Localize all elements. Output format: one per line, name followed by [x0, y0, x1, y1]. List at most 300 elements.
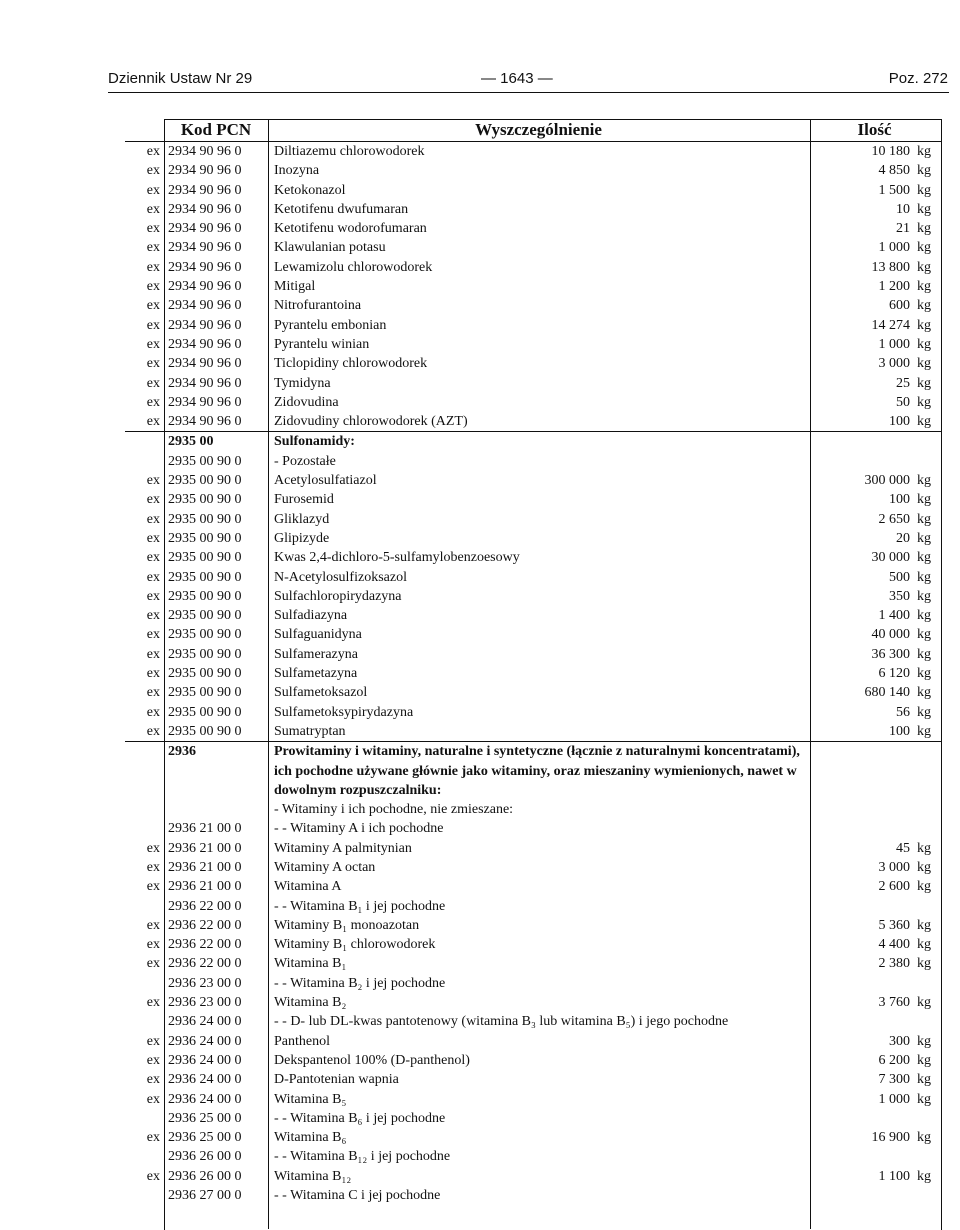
- pcn-code: 2935 00 90 0: [168, 627, 242, 643]
- quantity-cell: [811, 625, 942, 644]
- description: Witamina B₆: [274, 1130, 347, 1146]
- quantity-value: 100: [889, 414, 910, 430]
- quantity-unit: kg: [917, 221, 931, 237]
- quantity-unit: kg: [917, 627, 931, 643]
- quantity-cell: [811, 219, 942, 238]
- description: - - Witaminy A i ich pochodne: [274, 821, 444, 837]
- quantity-cell: [811, 471, 942, 490]
- table-row: [125, 587, 942, 606]
- description: Sumatryptan: [274, 723, 346, 739]
- quantity-cell: [811, 277, 942, 296]
- quantity-cell: [811, 142, 942, 161]
- table-row: [125, 452, 942, 471]
- description: - - Witamina B₁ i jej pochodne: [274, 898, 446, 914]
- quantity-value: 500: [889, 569, 910, 585]
- description: Witaminy A octan: [274, 859, 376, 875]
- quantity-unit: kg: [917, 1091, 931, 1107]
- pcn-code: 2934 90 96 0: [168, 336, 242, 352]
- description: Pyrantelu winian: [274, 336, 370, 352]
- description: Ticlopidiny chlorowodorek: [274, 356, 428, 372]
- table-row: [125, 703, 942, 722]
- description: Sulfametoksypirydazyna: [274, 704, 414, 720]
- quantity-unit: kg: [917, 840, 931, 856]
- quantity-cell: [811, 839, 942, 858]
- pcn-code: 2936: [168, 744, 196, 760]
- description: - - D- lub DL-kwas pantotenowy (witamina B₃ lub witamina B₅) i jego pochodne: [274, 1014, 729, 1030]
- table-row: [125, 200, 942, 219]
- description: Zidovudina: [274, 394, 339, 410]
- quantity-cell: [811, 296, 942, 315]
- ex-marker: ex: [146, 182, 160, 198]
- pcn-code: 2936 21 00 0: [168, 840, 242, 856]
- ex-marker: ex: [146, 511, 160, 527]
- table-body: [125, 142, 942, 1205]
- table-row: [125, 1186, 942, 1205]
- description: Ketotifenu wodorofumaran: [274, 221, 427, 237]
- table-row: [125, 858, 942, 877]
- table-row: [125, 412, 942, 432]
- table-row: [125, 722, 942, 742]
- pcn-code: 2934 90 96 0: [168, 221, 242, 237]
- quantity-value: 3 000: [878, 859, 910, 875]
- pcn-code: 2935 00 90 0: [168, 704, 242, 720]
- quantity-value: 300 000: [864, 473, 910, 489]
- table-row: [125, 1109, 942, 1128]
- ex-marker: ex: [146, 201, 160, 217]
- ex-marker: ex: [146, 259, 160, 275]
- description: N-Acetylosulfizoksazol: [274, 569, 407, 585]
- description: Mitigal: [274, 279, 316, 295]
- quantity-cell: [811, 1128, 942, 1147]
- table-row: [125, 219, 942, 238]
- quantity-unit: kg: [917, 336, 931, 352]
- quantity-unit: kg: [917, 956, 931, 972]
- quantity-value: 6 120: [878, 666, 910, 682]
- table-row: [125, 335, 942, 354]
- pcn-code: 2934 90 96 0: [168, 414, 242, 430]
- table-row: [125, 800, 942, 819]
- quantity-value: 2 650: [878, 511, 910, 527]
- quantity-value: 21: [896, 221, 910, 237]
- quantity-unit: kg: [917, 879, 931, 895]
- description: Lewamizolu chlorowodorek: [274, 259, 433, 275]
- pcn-code: 2934 90 96 0: [168, 375, 242, 391]
- table-row: [125, 568, 942, 587]
- table-row: [125, 432, 942, 451]
- description: Sulfadiazyna: [274, 608, 348, 624]
- pcn-code: 2936 22 00 0: [168, 898, 242, 914]
- table-row: [125, 161, 942, 180]
- quantity-value: 40 000: [871, 627, 910, 643]
- table-row: [125, 374, 942, 393]
- quantity-value: 1 000: [878, 240, 910, 256]
- quantity-cell: [811, 645, 942, 664]
- description: Sulfametazyna: [274, 666, 358, 682]
- quantity-value: 10 180: [871, 144, 910, 159]
- description: Furosemid: [274, 492, 334, 508]
- table-row: [125, 916, 942, 935]
- quantity-cell: [811, 412, 942, 431]
- table-row: [125, 316, 942, 335]
- ex-marker: ex: [146, 240, 160, 256]
- pcn-code: 2936 26 00 0: [168, 1168, 242, 1184]
- table-row: [125, 683, 942, 702]
- quantity-value: 2 380: [878, 956, 910, 972]
- quantity-value: 1 000: [878, 336, 910, 352]
- ex-marker: ex: [146, 144, 160, 159]
- description: Pyrantelu embonian: [274, 317, 387, 333]
- pcn-code: 2936 24 00 0: [168, 1033, 242, 1049]
- table-row: [125, 1167, 942, 1186]
- table-row: [125, 974, 942, 993]
- quantity-unit: kg: [917, 917, 931, 933]
- pcn-code: 2936 24 00 0: [168, 1072, 242, 1088]
- quantity-cell: [811, 954, 942, 973]
- pcn-code: 2934 90 96 0: [168, 279, 242, 295]
- quantity-cell: [811, 858, 942, 877]
- quantity-cell: [811, 335, 942, 354]
- table-row: [125, 529, 942, 548]
- table-row: [125, 993, 942, 1012]
- ex-marker: ex: [146, 685, 160, 701]
- ex-marker: ex: [146, 221, 160, 237]
- quantity-unit: kg: [917, 414, 931, 430]
- quantity-unit: kg: [917, 1072, 931, 1088]
- quantity-value: 2 600: [878, 879, 910, 895]
- table-row: [125, 393, 942, 412]
- description: - Pozostałe: [274, 453, 336, 469]
- quantity-cell: [811, 1090, 942, 1109]
- description: - - Witamina B₆ i jej pochodne: [274, 1110, 446, 1126]
- quantity-cell: [811, 703, 942, 722]
- quantity-cell: [811, 568, 942, 587]
- pcn-code: 2936 22 00 0: [168, 917, 242, 933]
- table-row: [125, 1147, 942, 1166]
- ex-marker: ex: [146, 937, 160, 953]
- pcn-code: 2934 90 96 0: [168, 240, 242, 256]
- goods-table: [125, 119, 942, 1205]
- quantity-cell: [811, 258, 942, 277]
- description: Panthenol: [274, 1033, 330, 1049]
- pcn-code: 2934 90 96 0: [168, 394, 242, 410]
- quantity-value: 13 800: [871, 259, 910, 275]
- quantity-unit: kg: [917, 298, 931, 314]
- description: Klawulanian potasu: [274, 240, 386, 256]
- description: Sulfaguanidyna: [274, 627, 362, 643]
- pcn-code: 2936 22 00 0: [168, 937, 242, 953]
- page-header: [108, 70, 948, 92]
- table-row: [125, 181, 942, 200]
- quantity-cell: [811, 664, 942, 683]
- table-row: [125, 510, 942, 529]
- table-row: [125, 645, 942, 664]
- quantity-value: 5 360: [878, 917, 910, 933]
- quantity-cell: [811, 393, 942, 412]
- pcn-code: 2936 21 00 0: [168, 859, 242, 875]
- quantity-cell: [811, 877, 942, 896]
- quantity-cell: [811, 200, 942, 219]
- pcn-code: 2935 00: [168, 434, 214, 450]
- quantity-cell: [811, 587, 942, 606]
- quantity-unit: kg: [917, 201, 931, 217]
- description: Sulfametoksazol: [274, 685, 368, 701]
- quantity-value: 350: [889, 588, 910, 604]
- pcn-code: 2935 00 90 0: [168, 608, 242, 624]
- ex-marker: ex: [146, 1052, 160, 1068]
- quantity-value: 100: [889, 723, 910, 739]
- quantity-unit: kg: [917, 259, 931, 275]
- ex-marker: ex: [146, 298, 160, 314]
- pcn-code: 2936 27 00 0: [168, 1188, 242, 1204]
- quantity-cell: [811, 161, 942, 180]
- description: Kwas 2,4-dichloro-5-sulfamylobenzoesowy: [274, 550, 520, 566]
- ex-marker: ex: [146, 492, 160, 508]
- quantity-unit: kg: [917, 182, 931, 198]
- header-rule: [108, 92, 949, 93]
- quantity-cell: [811, 683, 942, 702]
- header-description: Wyszczególnienie: [475, 120, 602, 139]
- description: Ketokonazol: [274, 182, 346, 198]
- pcn-code: 2936 25 00 0: [168, 1110, 242, 1126]
- pcn-code: 2935 00 90 0: [168, 588, 242, 604]
- quantity-unit: kg: [917, 1052, 931, 1068]
- table-row: [125, 1090, 942, 1109]
- quantity-value: 3 000: [878, 356, 910, 372]
- description: Witamina A: [274, 879, 342, 895]
- table-row: [125, 664, 942, 683]
- description: Witamina B₂: [274, 995, 347, 1011]
- quantity-value: 4 400: [878, 937, 910, 953]
- quantity-unit: kg: [917, 356, 931, 372]
- quantity-unit: kg: [917, 492, 931, 508]
- quantity-value: 1 500: [878, 182, 910, 198]
- quantity-unit: kg: [917, 511, 931, 527]
- description: Witaminy B₁ monoazotan: [274, 917, 420, 933]
- quantity-value: 680 140: [864, 685, 910, 701]
- ex-marker: ex: [146, 163, 160, 179]
- ex-marker: ex: [146, 375, 160, 391]
- quantity-unit: kg: [917, 144, 931, 159]
- quantity-unit: kg: [917, 685, 931, 701]
- ex-marker: ex: [146, 317, 160, 333]
- quantity-unit: kg: [917, 530, 931, 546]
- quantity-value: 6 200: [878, 1052, 910, 1068]
- ex-marker: ex: [146, 917, 160, 933]
- ex-marker: ex: [146, 879, 160, 895]
- description: - - Witamina C i jej pochodne: [274, 1188, 441, 1204]
- quantity-cell: [811, 181, 942, 200]
- pcn-code: 2935 00 90 0: [168, 550, 242, 566]
- header-code: Kod PCN: [180, 120, 252, 139]
- pcn-code: 2935 00 90 0: [168, 666, 242, 682]
- quantity-value: 3 760: [878, 995, 910, 1011]
- description: D-Pantotenian wapnia: [274, 1072, 399, 1088]
- pcn-code: 2934 90 96 0: [168, 298, 242, 314]
- description: Sulfonamidy:: [274, 434, 355, 450]
- quantity-value: 14 274: [871, 317, 910, 333]
- quantity-value: 1 400: [878, 608, 910, 624]
- quantity-cell: [811, 490, 942, 509]
- table-row: [125, 897, 942, 916]
- table-row: [125, 1070, 942, 1089]
- table-row: [125, 606, 942, 625]
- quantity-unit: kg: [917, 317, 931, 333]
- quantity-unit: kg: [917, 569, 931, 585]
- quantity-cell: [811, 1032, 942, 1051]
- ex-marker: ex: [146, 646, 160, 662]
- ex-marker: ex: [146, 588, 160, 604]
- table-row: [125, 1051, 942, 1070]
- quantity-cell: [811, 374, 942, 393]
- description: Inozyna: [274, 163, 320, 179]
- quantity-cell: [811, 529, 942, 548]
- description: Sulfamerazyna: [274, 646, 358, 662]
- description: Acetylosulfatiazol: [274, 473, 377, 489]
- quantity-value: 1 100: [878, 1168, 910, 1184]
- quantity-cell: [811, 935, 942, 954]
- quantity-value: 10: [896, 201, 910, 217]
- ex-marker: ex: [146, 1033, 160, 1049]
- table-row: [125, 354, 942, 373]
- table-row: [125, 954, 942, 973]
- pcn-code: 2936 23 00 0: [168, 975, 242, 991]
- quantity-cell: [811, 354, 942, 373]
- pcn-code: 2936 25 00 0: [168, 1130, 242, 1146]
- description: Zidovudiny chlorowodorek (AZT): [274, 414, 468, 430]
- quantity-value: 30 000: [871, 550, 910, 566]
- journal-title: Dziennik Ustaw Nr 29: [108, 70, 253, 87]
- table-row: [125, 277, 942, 296]
- quantity-cell: [811, 1070, 942, 1089]
- ex-marker: ex: [146, 530, 160, 546]
- description: Witamina B₅: [274, 1091, 347, 1107]
- pcn-code: 2934 90 96 0: [168, 259, 242, 275]
- quantity-cell: [811, 993, 942, 1012]
- quantity-value: 25: [896, 375, 910, 391]
- quantity-unit: kg: [917, 859, 931, 875]
- ex-marker: ex: [146, 1091, 160, 1107]
- description: - - Witamina B₂ i jej pochodne: [274, 975, 446, 991]
- description: Tymidyna: [274, 375, 331, 391]
- quantity-unit: kg: [917, 1130, 931, 1146]
- description: - Witaminy i ich pochodne, nie zmieszane:: [274, 802, 514, 818]
- quantity-cell: [811, 510, 942, 529]
- quantity-unit: kg: [917, 666, 931, 682]
- description: Witaminy B₁ chlorowodorek: [274, 937, 436, 953]
- description: Dekspantenol 100% (D-panthenol): [274, 1052, 470, 1068]
- ex-marker: ex: [146, 859, 160, 875]
- quantity-unit: kg: [917, 279, 931, 295]
- description: Prowitaminy i witaminy, naturalne i syntetyczne (łącznie z naturalnymi koncentratami), ich pochodne używane głównie jako witaminy, oraz mieszaniny wymienionych, nawet w dowolnym rozpuszczalniku:: [274, 744, 800, 798]
- pcn-code: 2936 21 00 0: [168, 821, 242, 837]
- description: Witamina B₁: [274, 956, 347, 972]
- quantity-unit: kg: [917, 1168, 931, 1184]
- quantity-unit: kg: [917, 608, 931, 624]
- ex-marker: ex: [146, 666, 160, 682]
- pcn-code: 2934 90 96 0: [168, 317, 242, 333]
- table-row: [125, 238, 942, 257]
- quantity-unit: kg: [917, 240, 931, 256]
- ex-marker: ex: [146, 569, 160, 585]
- description: Diltiazemu chlorowodorek: [274, 144, 425, 159]
- ex-marker: ex: [146, 414, 160, 430]
- position-number: Poz. 272: [888, 70, 948, 87]
- pcn-code: 2936 24 00 0: [168, 1014, 242, 1030]
- quantity-unit: kg: [917, 550, 931, 566]
- table-row: [125, 296, 942, 315]
- quantity-cell: [811, 1167, 942, 1186]
- table-row: [125, 142, 942, 161]
- quantity-value: 45: [896, 840, 910, 856]
- table-row: [125, 490, 942, 509]
- ex-marker: ex: [146, 995, 160, 1011]
- table-row: [125, 877, 942, 896]
- quantity-value: 1 000: [878, 1091, 910, 1107]
- quantity-unit: kg: [917, 1033, 931, 1049]
- pcn-code: 2936 26 00 0: [168, 1149, 242, 1165]
- quantity-value: 300: [889, 1033, 910, 1049]
- pcn-code: 2936 23 00 0: [168, 995, 242, 1011]
- ex-marker: ex: [146, 356, 160, 372]
- table-row: [125, 742, 942, 800]
- ex-marker: ex: [146, 1072, 160, 1088]
- ex-marker: ex: [146, 550, 160, 566]
- pcn-code: 2934 90 96 0: [168, 144, 242, 159]
- table-row: [125, 258, 942, 277]
- ex-marker: ex: [146, 1130, 160, 1146]
- quantity-unit: kg: [917, 723, 931, 739]
- pcn-code: 2935 00 90 0: [168, 723, 242, 739]
- table-row: [125, 548, 942, 567]
- pcn-code: 2935 00 90 0: [168, 473, 242, 489]
- pcn-code: 2936 21 00 0: [168, 879, 242, 895]
- pcn-code: 2934 90 96 0: [168, 201, 242, 217]
- pcn-code: 2934 90 96 0: [168, 356, 242, 372]
- pcn-code: 2936 24 00 0: [168, 1052, 242, 1068]
- ex-marker: ex: [146, 279, 160, 295]
- ex-marker: ex: [146, 394, 160, 410]
- description: Glipizyde: [274, 530, 330, 546]
- description: Ketotifenu dwufumaran: [274, 201, 409, 217]
- description: Gliklazyd: [274, 511, 330, 527]
- ex-marker: ex: [146, 723, 160, 739]
- quantity-value: 56: [896, 704, 910, 720]
- quantity-unit: kg: [917, 588, 931, 604]
- pcn-code: 2936 24 00 0: [168, 1091, 242, 1107]
- quantity-unit: kg: [917, 704, 931, 720]
- description: Nitrofurantoina: [274, 298, 362, 314]
- pcn-code: 2935 00 90 0: [168, 685, 242, 701]
- quantity-unit: kg: [917, 937, 931, 953]
- table-row: [125, 1128, 942, 1147]
- description: Witaminy A palmitynian: [274, 840, 412, 856]
- table-row: [125, 1012, 942, 1031]
- pcn-code: 2935 00 90 0: [168, 492, 242, 508]
- ex-marker: ex: [146, 956, 160, 972]
- quantity-cell: [811, 722, 942, 741]
- pcn-code: 2934 90 96 0: [168, 182, 242, 198]
- ex-marker: ex: [146, 608, 160, 624]
- description: - - Witamina B₁₂ i jej pochodne: [274, 1149, 451, 1165]
- ex-marker: ex: [146, 336, 160, 352]
- pcn-code: 2935 00 90 0: [168, 646, 242, 662]
- quantity-cell: [811, 916, 942, 935]
- pcn-code: 2935 00 90 0: [168, 453, 242, 469]
- quantity-unit: kg: [917, 995, 931, 1011]
- quantity-unit: kg: [917, 375, 931, 391]
- quantity-unit: kg: [917, 394, 931, 410]
- pcn-code: 2935 00 90 0: [168, 511, 242, 527]
